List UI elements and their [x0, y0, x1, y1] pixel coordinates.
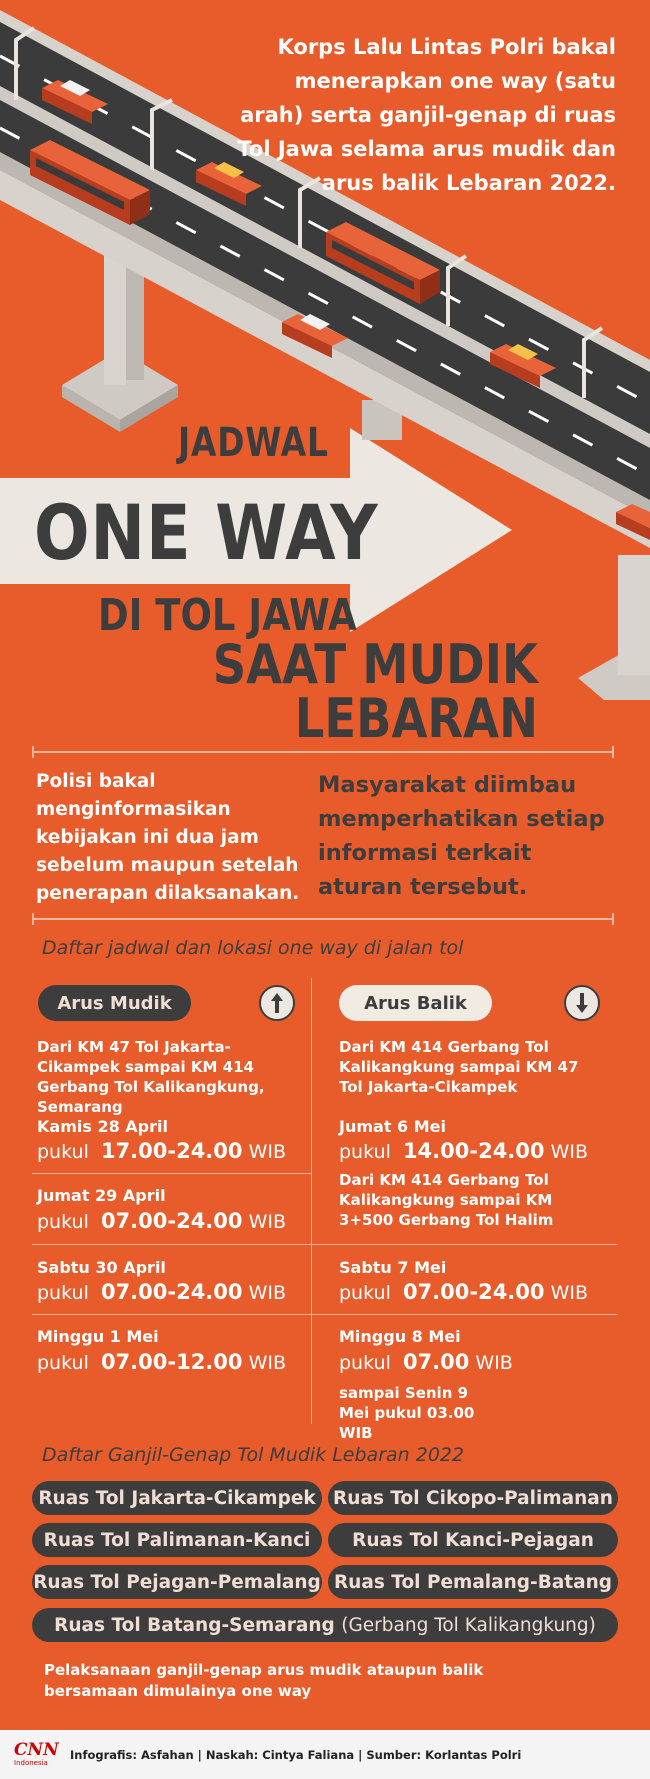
hero-illustration [0, 0, 650, 740]
mudik-day: Sabtu 30 April [37, 1258, 166, 1277]
intro-text: Korps Lalu Lintas Polri bakal menerapkan one way (satu arah) serta ganjil-genap di ruas Tol Jawa selama arus mudik dan arus balik Lebaran 2022. [237, 35, 616, 195]
gage-item: Ruas Tol Cikopo-Palimanan [328, 1481, 618, 1515]
mudik-route: Dari KM 47 Tol Jakarta-Cikampek sampai KM 414 Gerbang Tol Kalikangkung, Semarang [37, 1038, 265, 1116]
divider-top [32, 751, 614, 753]
mudik-day: Jumat 29 April [37, 1186, 166, 1205]
row-line [32, 1244, 618, 1245]
gage-item-last-suffix: (Gerbang Tol Kalikangkung) [341, 1614, 596, 1636]
note-left: Polisi bakal menginformasikan kebijakan ini dua jam sebelum maupun setelah penerapan dilaksanakan. [36, 771, 300, 904]
row-line [32, 1314, 618, 1315]
gage-item: Ruas Tol Kanci-Pejagan [328, 1523, 618, 1557]
pillar-right [578, 555, 650, 700]
footnote: Pelaksanaan ganjil-genap arus mudik ataupun balik bersamaan dimulainya one way [44, 1661, 484, 1700]
cnn-logo [14, 1739, 59, 1769]
title-one-way: ONE WAY [34, 488, 379, 577]
mudik-time: pukul 07.00-24.00 WIB [37, 1209, 286, 1233]
balik-day: Sabtu 7 Mei [339, 1258, 447, 1277]
arus-mudik-badge: Arus Mudik [38, 985, 191, 1021]
credits: Infografis: Asfahan | Naskah: Cintya Faliana | Sumber: Korlantas Polri [70, 1747, 522, 1762]
balik-time: pukul 07.00 WIB [339, 1350, 513, 1374]
mudik-time: pukul 07.00-12.00 WIB [37, 1350, 286, 1374]
note-right: Masyarakat diimbau memperhatikan setiap informasi terkait aturan tersebut. [318, 772, 605, 900]
gage-item-last-label: Ruas Tol Batang-Semarang [54, 1614, 335, 1636]
row-line [32, 1173, 311, 1174]
gage-item-last [32, 1608, 618, 1642]
schedule-title: Daftar jadwal dan lokasi one way di jalan tol [42, 937, 464, 959]
footer [0, 1730, 650, 1779]
arrow-up-icon [259, 985, 295, 1021]
gage-item: Ruas Tol Jakarta-Cikampek [32, 1481, 322, 1515]
title-line-lebaran: LEBARAN [294, 687, 538, 740]
balik-time: pukul 14.00-24.00 WIB [339, 1139, 588, 1163]
balik-extra: sampai Senin 9 Mei pukul 03.00 WIB [339, 1384, 475, 1442]
balik-day: Minggu 8 Mei [339, 1327, 461, 1346]
mudik-day: Kamis 28 April [37, 1117, 168, 1136]
arus-balik-badge: Arus Balik [339, 985, 492, 1021]
gage-item: Ruas Tol Palimanan-Kanci [32, 1523, 322, 1557]
title-jadwal: JADWAL [178, 420, 329, 466]
mudik-time: pukul 07.00-24.00 WIB [37, 1280, 286, 1304]
balik-day: Jumat 6 Mei [339, 1117, 446, 1136]
gage-title: Daftar Ganjil-Genap Tol Mudik Lebaran 2022 [42, 1444, 465, 1466]
title-saat-mudik [194, 633, 538, 740]
schedule-divider-vertical [311, 978, 312, 1424]
balik-time: pukul 07.00-24.00 WIB [339, 1280, 588, 1304]
title-line-saat-mudik: SAAT MUDIK [212, 633, 538, 696]
cnn-logo-sub: Indonesia [14, 1758, 48, 1767]
divider-middle [32, 918, 614, 920]
balik-route: Dari KM 414 Gerbang Tol Kalikangkung sampai KM 47 Tol Jakarta-Cikampek [339, 1038, 579, 1096]
gage-item: Ruas Tol Pemalang-Batang [328, 1565, 618, 1599]
title-di-tol-jawa: DI TOL JAWA [98, 590, 357, 641]
arrow-down-icon [564, 985, 600, 1021]
balik-route-2: Dari KM 414 Gerbang Tol Kalikangkung sampai KM 3+500 Gerbang Tol Halim [339, 1171, 554, 1229]
mudik-day: Minggu 1 Mei [37, 1327, 159, 1346]
cnn-logo-mark: CNN [14, 1739, 59, 1760]
gage-item: Ruas Tol Pejagan-Pemalang [32, 1565, 322, 1599]
mudik-time: pukul 17.00-24.00 WIB [37, 1139, 286, 1163]
